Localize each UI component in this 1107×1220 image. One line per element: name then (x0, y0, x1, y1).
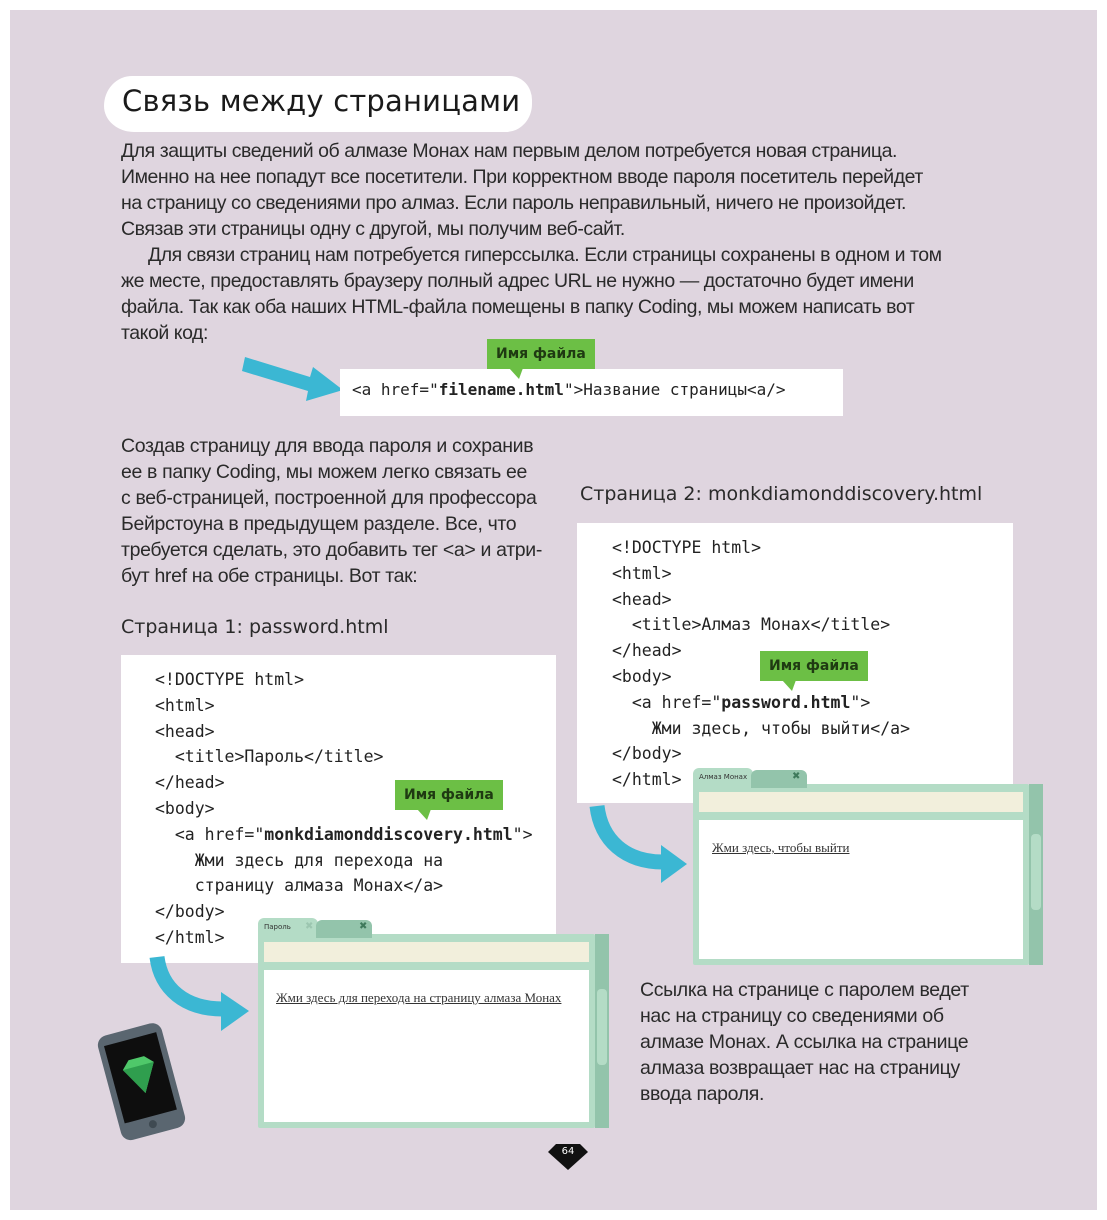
close-tab-icon[interactable]: ✖ (359, 921, 368, 932)
code-text: <a href=" (155, 824, 265, 844)
code-line: </head> (155, 773, 225, 793)
text-line: же месте, предоставлять браузеру полный адрес URL не нужно — достаточно будет имени (121, 270, 914, 292)
page2-caption: Страница 2: monkdiamonddiscovery.html (580, 483, 983, 505)
code-line: <body> (155, 798, 215, 818)
code-line: <!DOCTYPE html> (612, 538, 762, 557)
filename-label: Имя файла (395, 780, 503, 810)
code-text: "> (512, 824, 533, 844)
code-filename: monkdiamonddiscovery.html (264, 824, 513, 844)
page-title: Связь между страницами (122, 84, 521, 118)
tab-title: Пароль (264, 923, 291, 931)
code-line: </html> (612, 770, 682, 790)
code-line: <html> (155, 695, 215, 715)
browser-window-password (258, 918, 609, 1128)
close-tab-icon[interactable]: ✖ (792, 771, 801, 782)
code-line: <head> (612, 589, 672, 609)
code-line (612, 690, 910, 716)
scrollbar[interactable] (1029, 784, 1043, 965)
filename-label: Имя файла (760, 651, 868, 681)
code-text: ">Название страницы<a/> (563, 380, 786, 399)
code-line: <title>Пароль</title> (155, 747, 384, 767)
page1-caption: Страница 1: password.html (121, 616, 389, 638)
text-line: Бейрстоуна в предыдущем разделе. Все, что (121, 513, 517, 535)
code-line: <!DOCTYPE html> (155, 670, 305, 689)
text-line: Ссылка на странице с паролем ведет (640, 979, 969, 1001)
intro-paragraph (121, 138, 1001, 346)
text-line: алмаза возвращает нас на страницу (640, 1057, 960, 1079)
exit-link[interactable]: Жми здесь, чтобы выйти (712, 840, 850, 855)
code-line: </head> (612, 641, 682, 661)
text-line: ввода пароля. (640, 1083, 765, 1105)
code-line: </body> (612, 744, 682, 764)
code-snippet (352, 380, 786, 399)
text-line: бут href на обе страницы. Вот так: (121, 565, 418, 587)
arrow-icon (240, 345, 350, 405)
code-line: </html> (155, 927, 225, 947)
curved-arrow-icon (585, 800, 695, 890)
page-number-badge (548, 1142, 588, 1170)
text-line: такой код: (121, 322, 208, 344)
code-line: <body> (612, 666, 672, 686)
code-line: </body> (155, 902, 225, 922)
scrollbar-thumb[interactable] (1031, 834, 1041, 910)
text-line: Именно на нее попадут все посетители. При корректном вводе пароля посетитель перейдет (121, 166, 923, 188)
code-line: Жми здесь, чтобы выйти</a> (612, 718, 911, 738)
scrollbar[interactable] (595, 934, 609, 1128)
browser-window-diamond (693, 768, 1043, 965)
address-bar[interactable] (699, 792, 1023, 812)
text-line: ее в папку Coding, мы можем легко связать ее (121, 461, 527, 483)
code-text: <a href=" (352, 380, 439, 399)
diamond-page-link[interactable]: Жми здесь для перехода на страницу алмаза Монах (276, 990, 562, 1005)
left-paragraph (121, 433, 571, 589)
text-line: Для защиты сведений об алмазе Монах нам первым делом потребуется новая страница. (121, 140, 897, 162)
browser-tab-active[interactable] (693, 768, 753, 788)
code-text: "> (850, 692, 871, 712)
code-line: <html> (612, 563, 672, 583)
code-line: <head> (155, 721, 215, 741)
address-bar[interactable] (264, 942, 589, 962)
filename-label: Имя файла (487, 339, 595, 369)
code-text: <a href=" (612, 692, 722, 712)
page-number: 64 (561, 1146, 575, 1157)
code-line: <title>Алмаз Монах</title> (612, 615, 891, 635)
text-line: на страницу со сведениями про алмаз. Если пароль неправильный, ничего не произойдет. (121, 192, 907, 214)
text-line: нас на страницу со сведениями об (640, 1005, 944, 1027)
text-line: с веб-страницей, построенной для профессора (121, 487, 537, 509)
code-line: страницу алмаза Монах</a> (155, 876, 444, 896)
code-line (155, 822, 533, 848)
scrollbar-thumb[interactable] (597, 989, 607, 1065)
close-tab-icon[interactable]: ✖ (305, 921, 314, 932)
phone-diamond-icon (88, 1020, 193, 1140)
code-line: Жми здесь для перехода на (155, 850, 444, 870)
text-line: требуется сделать, это добавить тег <a> и атри- (121, 539, 542, 561)
text-line: Для связи страниц нам потребуется гиперссылка. Если страницы сохранены в одном и том (148, 244, 942, 266)
text-line: файла. Так как оба наших HTML-файла помещены в папку Coding, мы можем написать вот (121, 296, 915, 318)
right-paragraph (640, 977, 1020, 1107)
text-line: алмазе Монах. А ссылка на странице (640, 1031, 969, 1053)
code-filename: password.html (721, 692, 851, 712)
text-line: Создав страницу для ввода пароля и сохранив (121, 435, 534, 457)
text-line: Связав эти страницы одну с другой, мы получим веб-сайт. (121, 218, 625, 240)
tab-title: Алмаз Монах (699, 773, 748, 781)
code-filename: filename.html (438, 380, 564, 399)
